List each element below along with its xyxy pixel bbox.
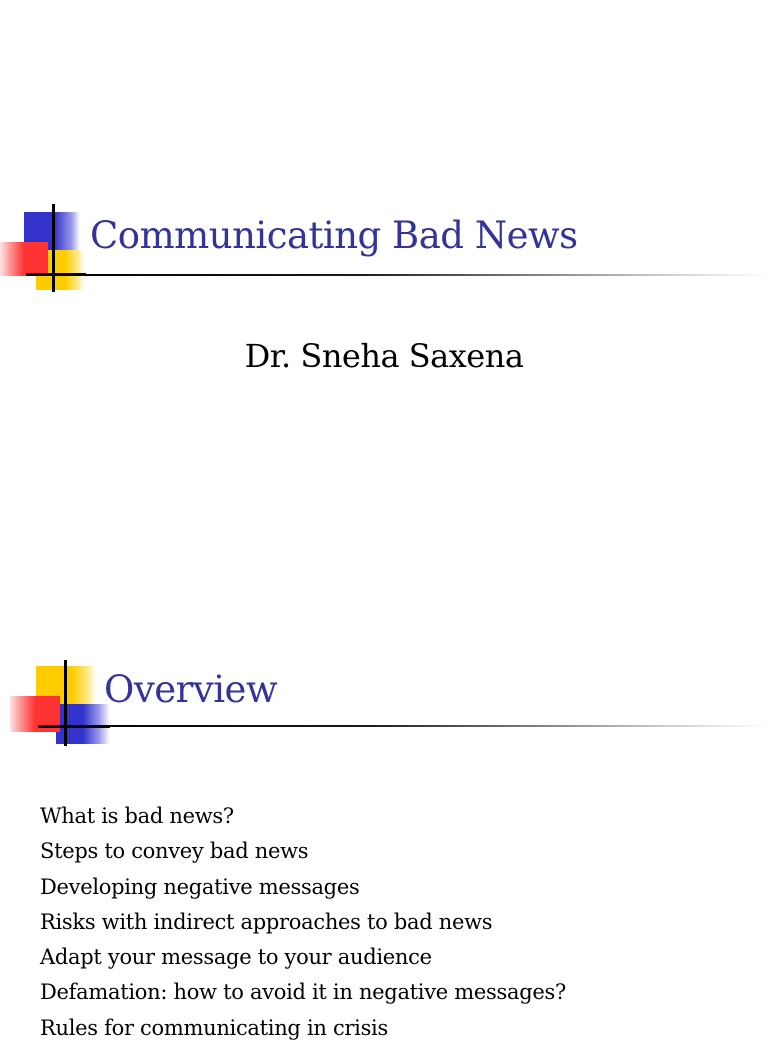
bullet-item: Steps to convey bad news — [40, 839, 309, 864]
overview-decoration-icon — [0, 656, 115, 751]
vertical-line — [64, 660, 67, 746]
vertical-line — [52, 204, 55, 292]
bullet-item: Risks with indirect approaches to bad news — [40, 909, 493, 934]
red-square — [0, 242, 48, 276]
title-slide — [0, 0, 768, 512]
bullet-item: Defamation: how to avoid it in negative messages? — [40, 980, 566, 1005]
bullet-item: What is bad news? — [40, 804, 234, 828]
title-underline — [38, 725, 768, 727]
slide-title: Overview — [104, 668, 278, 711]
slide-title: Communicating Bad News — [90, 214, 578, 257]
bullet-item: Rules for communicating in crisis — [40, 1015, 388, 1040]
bullet-item: Developing negative messages — [40, 874, 360, 899]
presenter-name: Dr. Sneha Saxena — [244, 337, 524, 375]
title-decoration-icon — [0, 200, 100, 295]
title-underline — [26, 274, 768, 276]
bullet-item: Adapt your message to your audience — [40, 945, 432, 970]
overview-slide — [0, 512, 768, 1040]
overview-bullet-list — [40, 799, 566, 1046]
